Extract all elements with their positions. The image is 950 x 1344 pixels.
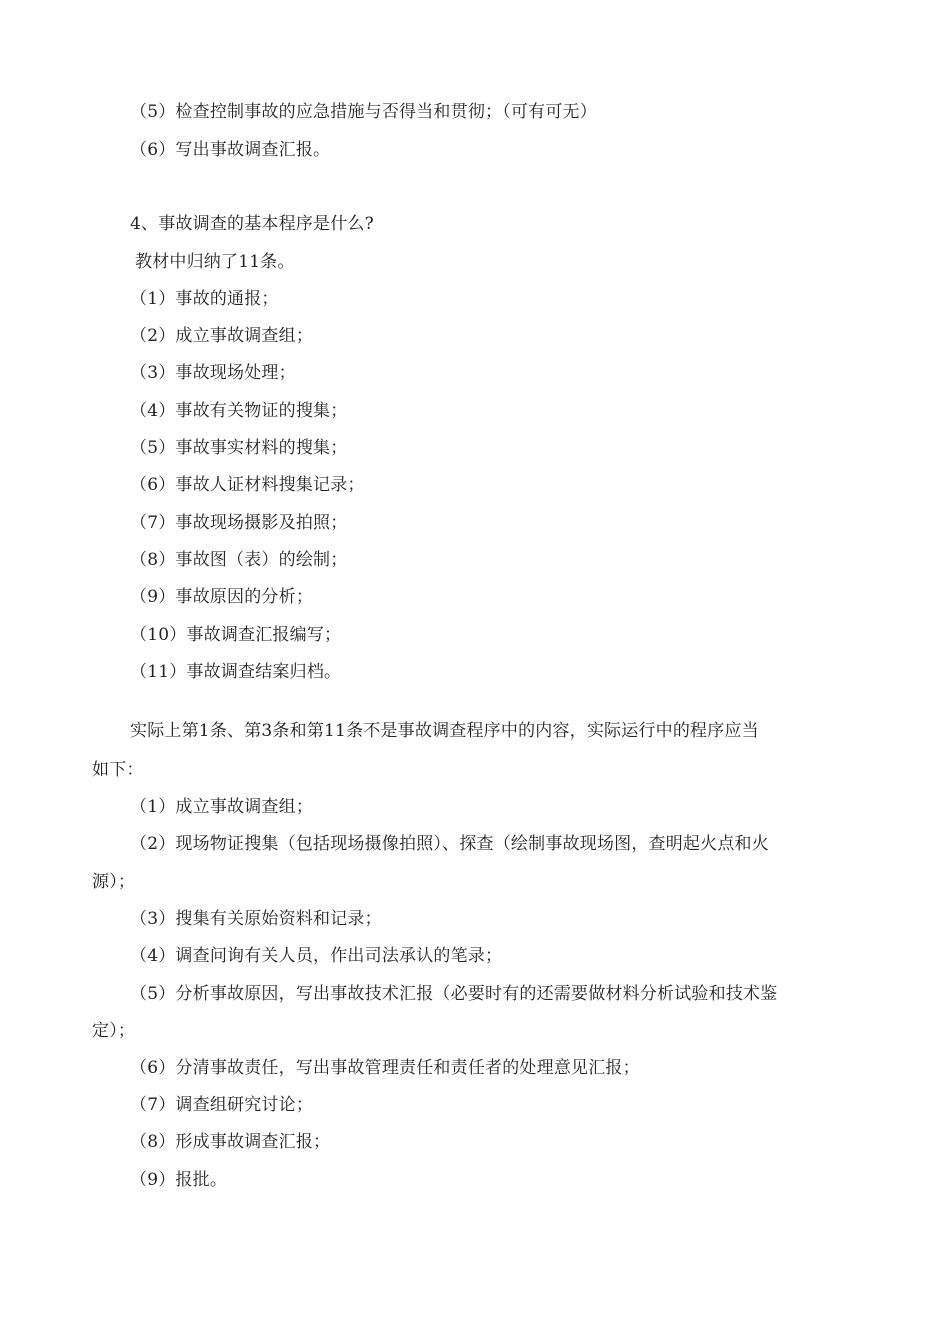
list-item: （10）事故调查汇报编写；	[130, 625, 342, 645]
list-item: （9）事故原因的分析；	[130, 587, 314, 607]
list-item: （3）事故现场处理；	[130, 363, 296, 383]
list-item: （11）事故调查结案归档。	[130, 662, 342, 682]
intro-text: 教材中归纳了11条。	[135, 252, 295, 272]
step-item-continuation: 定）；	[92, 1021, 136, 1041]
prev-item-6: （6）写出事故调查汇报。	[130, 140, 331, 160]
step-item: （5）分析事故原因，写出事故技术汇报（必要时有的还需要做材料分析试验和技术鉴	[130, 984, 778, 1004]
step-item: （3）搜集有关原始资料和记录；	[130, 909, 382, 929]
question-heading: 4、事故调查的基本程序是什么?	[130, 214, 374, 234]
list-item: （5）事故事实材料的搜集；	[130, 438, 348, 458]
step-item: （9）报批。	[130, 1170, 228, 1190]
step-item: （1）成立事故调查组；	[130, 797, 314, 817]
step-item: （7）调查组研究讨论；	[130, 1095, 314, 1115]
step-item: （6）分清事故责任，写出事故管理责任和责任者的处理意见汇报；	[130, 1058, 640, 1078]
paragraph-line-2: 如下：	[92, 760, 144, 780]
list-item: （2）成立事故调查组；	[130, 326, 314, 346]
list-item: （8）事故图（表）的绘制；	[130, 550, 348, 570]
step-item: （8）形成事故调查汇报；	[130, 1132, 331, 1152]
list-item: （6）事故人证材料搜集记录；	[130, 475, 365, 495]
step-item: （2）现场物证搜集（包括现场摄像拍照）、探查（绘制事故现场图，查明起火点和火	[130, 834, 769, 854]
list-item: （1）事故的通报；	[130, 289, 279, 309]
step-item-continuation: 源）；	[92, 872, 136, 892]
step-item: （4）调查问询有关人员，作出司法承认的笔录；	[130, 946, 503, 966]
prev-item-5: （5）检查控制事故的应急措施与否得当和贯彻；（可有可无）	[130, 102, 597, 122]
list-item: （4）事故有关物证的搜集；	[130, 401, 348, 421]
list-item: （7）事故现场摄影及拍照；	[130, 513, 348, 533]
paragraph-line-1: 实际上第1条、第3条和第11条不是事故调查程序中的内容，实际运行中的程序应当	[130, 721, 759, 741]
